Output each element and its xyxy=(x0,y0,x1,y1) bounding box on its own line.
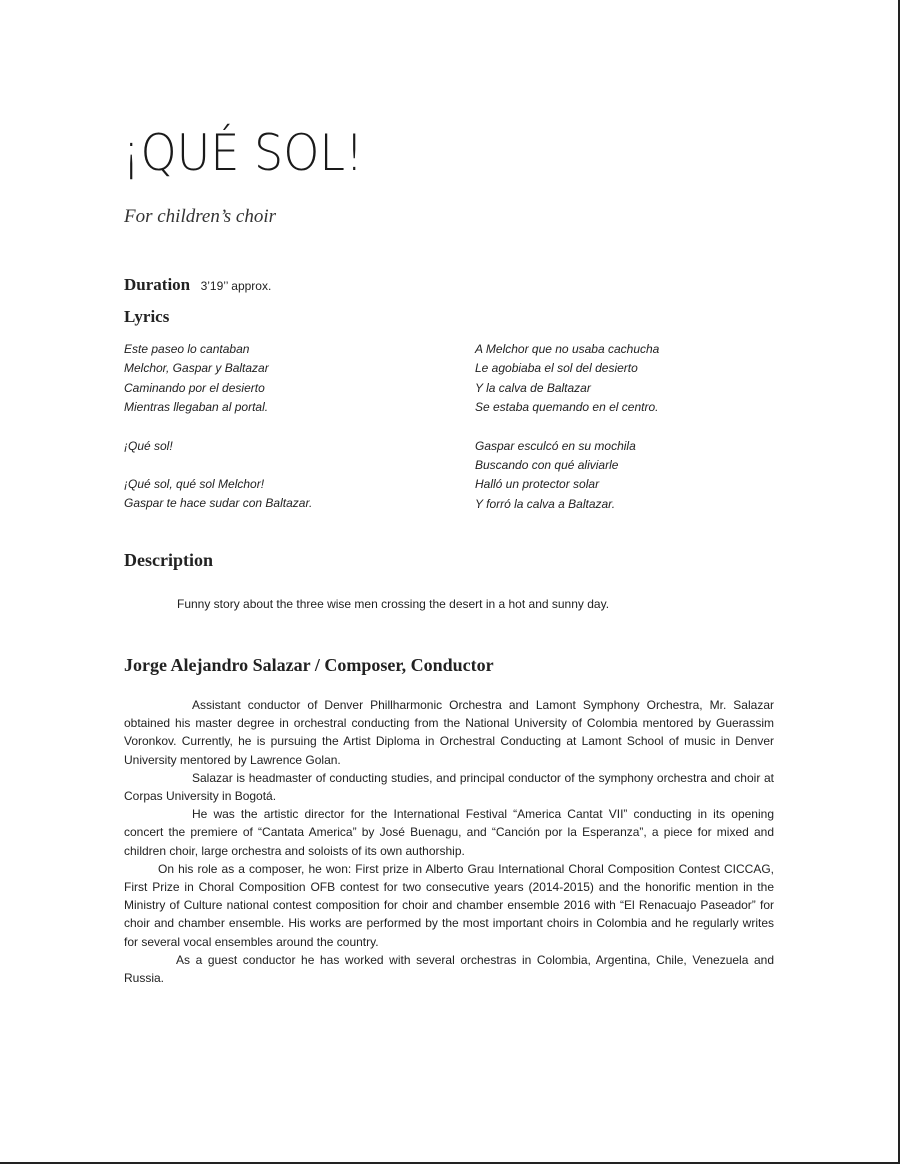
bio-paragraph: He was the artistic director for the International Festival “America Cantat VII” conducting in its opening concert the premiere of “Cantata America” by José Buenagu, and “Canción por la Esperanza”, a piece for mixed and children choir, large orchestra and soloists of its own authorship. xyxy=(124,807,774,858)
lyrics-line: ¡Qué sol, qué sol Melchor! xyxy=(124,477,265,492)
lyrics-stanza xyxy=(124,475,312,514)
duration-label: Duration xyxy=(124,275,191,294)
lyrics-line: Mientras llegaban al portal. xyxy=(124,400,269,415)
composer-bio xyxy=(124,696,774,987)
lyrics-line: Le agobiaba el sol del desierto xyxy=(475,361,638,376)
lyrics-line: Buscando con qué aliviarle xyxy=(475,458,619,473)
duration-value: 3’19’’ approx. xyxy=(200,279,272,293)
bio-paragraph: Salazar is headmaster of conducting studies, and principal conductor of the symphony orchestra and choir at Corpas University in Bogotá. xyxy=(124,770,774,804)
lyrics-line: Y la calva de Baltazar xyxy=(475,380,591,395)
subtitle: For children’s choir xyxy=(124,206,276,227)
lyrics-line: Y forró la calva a Baltazar. xyxy=(475,496,616,511)
lyrics-heading: Lyrics xyxy=(124,307,170,326)
bio-paragraph: As a guest conductor he has worked with several orchestras in Colombia, Argentina, Chile, Venezuela and Russia. xyxy=(124,952,774,986)
lyrics-column-left xyxy=(124,340,312,514)
lyrics-stanza xyxy=(124,340,312,418)
lyrics-stanza xyxy=(124,437,312,456)
lyrics-stanza xyxy=(475,437,659,515)
lyrics-line: Gaspar te hace sudar con Baltazar. xyxy=(124,496,313,511)
duration-row xyxy=(124,275,271,295)
page-title: ¡QUÉ SOL! xyxy=(122,124,364,182)
lyrics-stanza xyxy=(475,340,659,418)
lyrics-line: Se estaba quemando en el centro. xyxy=(475,400,659,415)
lyrics-line: ¡Qué sol! xyxy=(124,438,173,453)
composer-heading: Jorge Alejandro Salazar / Composer, Conductor xyxy=(124,655,494,675)
bio-paragraph: Assistant conductor of Denver Phillharmonic Orchestra and Lamont Symphony Orchestra, Mr. Salazar obtained his master degree in orchestral conducting from the National University of Colombia mentored by Guerassim Voronkov. Currently, he is pursuing the Artist Diploma in Orchestral Conducting at Lamont School of music in Denver University mentored by Lawrence Golan. xyxy=(124,698,774,767)
bio-paragraph: On his role as a composer, he won: First prize in Alberto Grau International Choral Composition Contest CICCAG, First Prize in Choral Composition OFB contest for two consecutive years (2014-2015) and the honorific mention in the Ministry of Culture national contest composition for choir and chamber ensemble 2016 with “El Renacuajo Paseador” for choir and chamber ensemble. His works are performed by the most important choirs in Colombia and he regularly writes for several vocal ensembles around the country. xyxy=(124,861,774,949)
lyrics-line: Melchor, Gaspar y Baltazar xyxy=(124,361,269,376)
lyrics-line: Este paseo lo cantaban xyxy=(124,342,250,356)
description-text: Funny story about the three wise men crossing the desert in a hot and sunny day. xyxy=(177,597,610,611)
lyrics-line: A Melchor que no usaba cachucha xyxy=(475,342,660,356)
lyrics-line: Halló un protector solar xyxy=(475,477,600,492)
lyrics-column-right xyxy=(475,340,659,514)
description-heading: Description xyxy=(124,550,213,570)
lyrics-line: Caminando por el desierto xyxy=(124,380,265,395)
lyrics-line: Gaspar esculcó en su mochila xyxy=(475,438,636,453)
